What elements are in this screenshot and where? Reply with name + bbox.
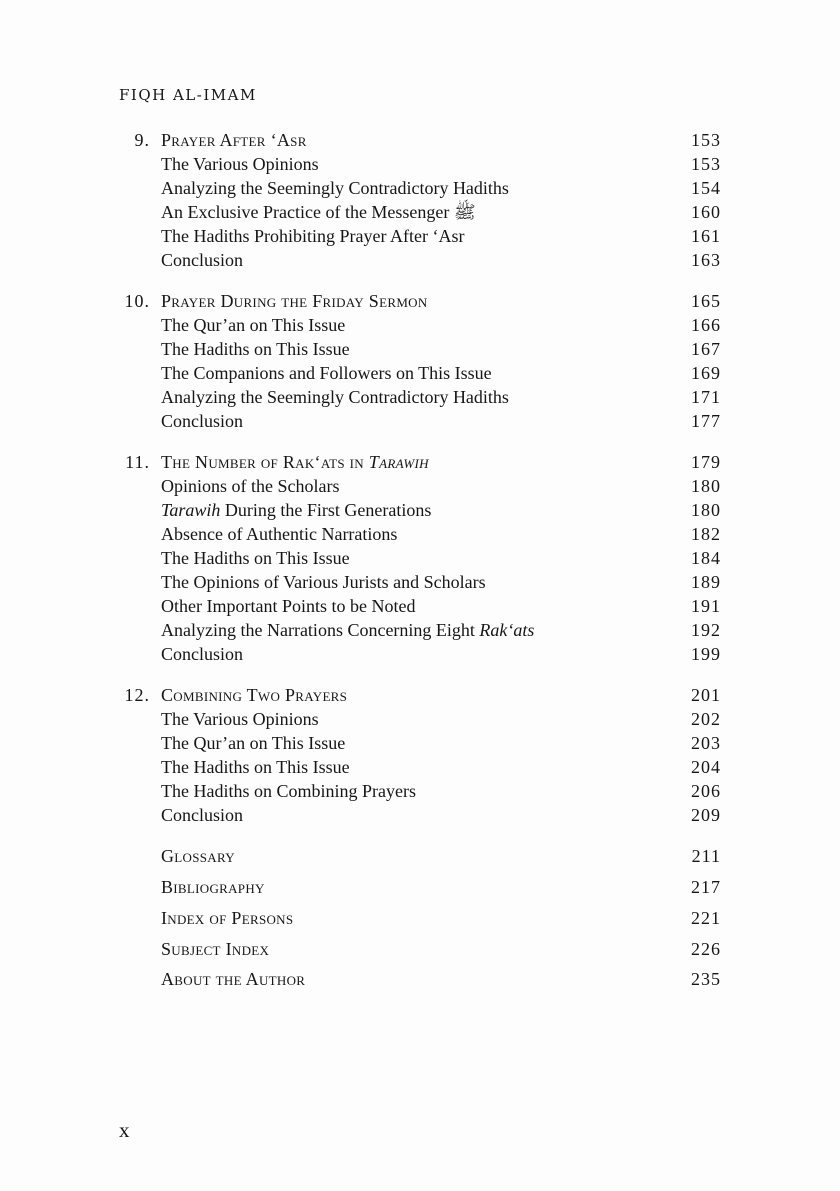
toc-section: [0, 361, 840, 385]
page-number: 166: [691, 315, 721, 335]
chapter-number: 10.: [124, 291, 150, 311]
page-number: 165: [691, 291, 721, 311]
page-number: 160: [691, 202, 721, 222]
section-title: The Hadiths on This Issue: [161, 548, 350, 568]
page-number: 201: [691, 685, 721, 705]
page-number: 211: [691, 846, 721, 866]
section-title-text: During the First Generations: [220, 500, 432, 520]
page-number: 203: [691, 733, 721, 753]
page-number: 204: [691, 757, 721, 777]
page-number: 182: [691, 524, 721, 544]
toc-section: [0, 731, 840, 755]
section-title: [161, 498, 431, 522]
toc-chapter-9: [0, 128, 840, 152]
page-number: 180: [691, 476, 721, 496]
back-matter-title: Index of Persons: [161, 908, 294, 928]
running-head: FIQH AL-IMAM: [119, 86, 257, 104]
page-number: 206: [691, 781, 721, 801]
section-title: Analyzing the Seemingly Contradictory Hadiths: [161, 178, 509, 198]
toc-section: [0, 755, 840, 779]
toc-back-matter-about-the-author: [0, 967, 840, 991]
toc-section: [0, 337, 840, 361]
toc-section: [0, 200, 840, 224]
toc-section: [0, 522, 840, 546]
section-title: Conclusion: [161, 250, 244, 270]
section-title: Other Important Points to be Noted: [161, 596, 416, 616]
toc-back-matter-subject-index: [0, 937, 840, 961]
toc-section: [0, 570, 840, 594]
section-title: Analyzing the Seemingly Contradictory Hadiths: [161, 387, 509, 407]
chapter-title: Prayer After ‘Asr: [161, 130, 307, 150]
toc-section: [0, 546, 840, 570]
page-number: 184: [691, 548, 721, 568]
back-matter-title: Subject Index: [161, 939, 270, 959]
toc-section: [0, 594, 840, 618]
section-title: Conclusion: [161, 411, 244, 431]
toc-chapter-10: [0, 289, 840, 313]
page-number: 209: [691, 805, 721, 825]
page-number: 191: [691, 596, 721, 616]
toc-section: [0, 803, 840, 827]
toc-back-matter-glossary: [0, 844, 840, 868]
section-title-italic: Rak‘ats: [479, 620, 535, 640]
section-title: Conclusion: [161, 805, 244, 825]
chapter-title: Combining Two Prayers: [161, 685, 348, 705]
toc-section: [0, 707, 840, 731]
page-number: 169: [691, 363, 721, 383]
toc-chapter-12: [0, 683, 840, 707]
page-number: 177: [691, 411, 721, 431]
section-title: Opinions of the Scholars: [161, 476, 340, 496]
page-number: 163: [691, 250, 721, 270]
section-title: The Qur’an on This Issue: [161, 315, 346, 335]
back-matter-title: Bibliography: [161, 877, 265, 897]
section-title: The Hadiths on Combining Prayers: [161, 781, 416, 801]
chapter-number: 9.: [134, 130, 150, 150]
back-matter-title: Glossary: [161, 846, 235, 866]
page-number: 235: [691, 969, 721, 989]
page-number: 217: [691, 877, 721, 897]
toc-section: [0, 176, 840, 200]
toc-section: [0, 618, 840, 642]
toc-section: [0, 642, 840, 666]
section-title: [161, 618, 534, 642]
page-number: 154: [691, 178, 721, 198]
toc-section: [0, 498, 840, 522]
toc-section: [0, 474, 840, 498]
toc-back-matter-bibliography: [0, 875, 840, 899]
section-title: The Hadiths on This Issue: [161, 339, 350, 359]
section-title-italic: Tarawih: [161, 500, 221, 520]
page-number: 179: [691, 452, 721, 472]
page-number: 202: [691, 709, 721, 729]
section-title: The Opinions of Various Jurists and Scholars: [161, 572, 486, 592]
chapter-number: 12.: [124, 685, 150, 705]
page-number: 192: [691, 620, 721, 640]
page-number: 167: [691, 339, 721, 359]
section-title: Absence of Authentic Narrations: [161, 524, 398, 544]
page-number: 180: [691, 500, 721, 520]
section-title-text: Analyzing the Narrations Concerning Eight: [161, 620, 480, 640]
toc-section: [0, 779, 840, 803]
chapter-title: [161, 450, 429, 474]
page-number: 189: [691, 572, 721, 592]
toc-section: [0, 224, 840, 248]
toc-chapter-11: [0, 450, 840, 474]
toc-section: [0, 313, 840, 337]
chapter-title-italic: Tarawih: [368, 452, 429, 472]
toc-section: [0, 152, 840, 176]
chapter-title-text: The Number of Rak‘ats in: [161, 452, 369, 472]
page-number: 226: [691, 939, 721, 959]
section-title: The Various Opinions: [161, 154, 319, 174]
section-title: Conclusion: [161, 644, 244, 664]
toc-section: [0, 248, 840, 272]
page-number: 153: [691, 130, 721, 150]
section-title: The Various Opinions: [161, 709, 319, 729]
page-number: 171: [691, 387, 721, 407]
section-title: The Companions and Followers on This Issue: [161, 363, 492, 383]
section-title: The Hadiths on This Issue: [161, 757, 350, 777]
page-number: 221: [691, 908, 721, 928]
back-matter-title: About the Author: [161, 969, 306, 989]
page-folio: x: [119, 1118, 130, 1142]
section-title: The Qur’an on This Issue: [161, 733, 346, 753]
chapter-number: 11.: [125, 452, 150, 472]
toc-back-matter-index-of-persons: [0, 906, 840, 930]
section-title: An Exclusive Practice of the Messenger ﷺ: [161, 202, 476, 222]
page-number: 199: [691, 644, 721, 664]
toc-section: [0, 385, 840, 409]
section-title: The Hadiths Prohibiting Prayer After ‘Asr: [161, 226, 465, 246]
toc-section: [0, 409, 840, 433]
chapter-title: Prayer During the Friday Sermon: [161, 291, 428, 311]
page-number: 161: [691, 226, 721, 246]
page-number: 153: [691, 154, 721, 174]
